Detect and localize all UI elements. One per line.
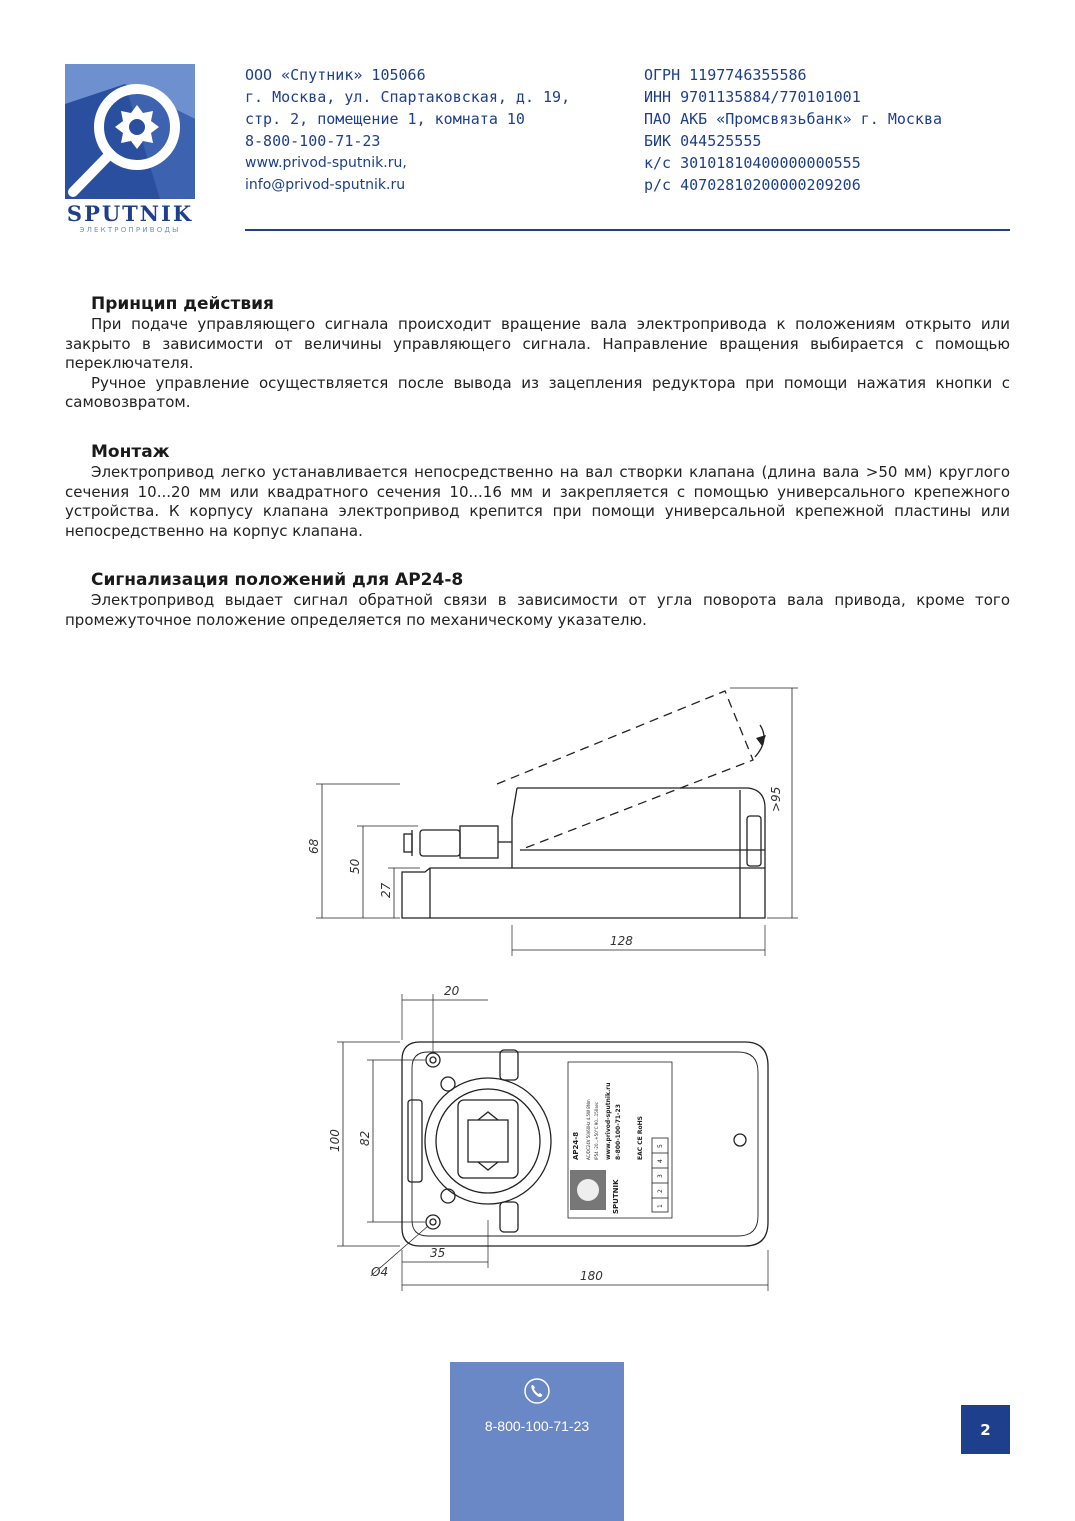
company-logo (65, 64, 195, 234)
sputnik-logo-icon (65, 64, 195, 199)
logo-brand: SPUTNIK (66, 201, 194, 226)
dim-180: 180 (580, 1269, 603, 1283)
label-specs-1: AC/DC24V 50/60Hz 4.5W 8Nm (586, 1099, 591, 1160)
terminal-1: 1 (657, 1204, 664, 1208)
corr-account: к/с 30101810400000000555 (644, 154, 861, 172)
address-line-2: стр. 2, помещение 1, комната 10 (245, 110, 525, 128)
paragraph: Электропривод легко устанавливается непосредственно на вал створки клапана (длина вала >50 мм) круглого сечения 10...20 мм или квадратного сечения 10...16 мм и закрепляется с помощью универсального крепежного устройства. К корпусу клапана электропривод крепится при помощи универсальной крепежной пластины или непосредственно на корпус клапана. (65, 463, 1010, 540)
dim-128: 128 (610, 934, 633, 948)
dim-20: 20 (444, 984, 460, 998)
paragraph: Ручное управление осуществляется после вывода из зацепления редуктора при помощи нажатия кнопки с самовозвратом. (65, 373, 1010, 411)
label-specs-2: IP54 -20...+50°C 90...150sec (594, 1101, 599, 1160)
bik: БИК 044525555 (644, 132, 762, 150)
label-brand: SPUTNIK (612, 1179, 620, 1214)
dimension-drawing (290, 670, 810, 1300)
section-title: Монтаж (91, 442, 170, 462)
dim-68: 68 (307, 838, 321, 854)
top-view (337, 994, 768, 1291)
company-requisites (644, 64, 942, 196)
dim-35: 35 (430, 1246, 446, 1260)
terminal-2: 2 (657, 1189, 664, 1193)
dim-open: >95 (769, 786, 783, 812)
company-address (245, 64, 570, 196)
dim-hole: Ø4 (371, 1265, 389, 1279)
page-number: 2 (961, 1405, 1010, 1454)
side-view (316, 688, 798, 956)
terminal-4: 4 (657, 1159, 664, 1163)
label-marks: EAC CE RoHS (637, 1116, 644, 1160)
section-signaling (65, 570, 1010, 630)
dim-82: 82 (358, 1130, 372, 1146)
label-phone: 8-800-100-71-23 (615, 1104, 622, 1160)
company-phone: 8-800-100-71-23 (245, 132, 381, 150)
terminal-3: 3 (657, 1174, 664, 1178)
section-mounting (65, 442, 1010, 541)
address-line-1: г. Москва, ул. Спартаковская, д. 19, (245, 88, 571, 106)
dim-27: 27 (379, 882, 393, 898)
dim-50: 50 (348, 858, 362, 874)
logo-tagline: ЭЛЕКТРОПРИВОДЫ (79, 226, 181, 234)
footer-phone[interactable]: 8-800-100-71-23 (484, 1418, 590, 1434)
phone-icon (522, 1376, 552, 1406)
section-title: Сигнализация положений для AP24-8 (91, 570, 464, 590)
footer-contact (450, 1362, 624, 1521)
label-model: AP24-8 (572, 1131, 580, 1160)
paragraph: При подаче управляющего сигнала происходит вращение вала электропривода к положениям открыто или закрыто в зависимости от величины управляющего сигнала. Направление вращения выбирается с помощью переключателя. (65, 315, 1010, 372)
section-title: Принцип действия (91, 294, 274, 314)
company-name: ООО «Спутник» 105066 (245, 66, 426, 84)
website-link[interactable]: www.privod-sputnik.ru, (245, 155, 407, 171)
bank-name: ПАО АКБ «Промсвязьбанк» г. Москва (644, 110, 943, 128)
terminal-5: 5 (657, 1144, 664, 1148)
email-link[interactable]: info@privod-sputnik.ru (245, 177, 406, 193)
dim-100: 100 (328, 1129, 342, 1152)
section-operation (65, 294, 1010, 413)
inn: ИНН 9701135884/770101001 (644, 88, 861, 106)
label-site: www.privod-sputnik.ru (605, 1082, 612, 1160)
settlement-account: р/с 40702810200000209206 (644, 176, 861, 194)
header-divider (245, 229, 1010, 231)
paragraph: Электропривод выдает сигнал обратной связи в зависимости от угла поворота вала привода, кроме того промежуточное положение определяется по механическому указателю. (65, 591, 1010, 629)
ogrn: ОГРН 1197746355586 (644, 66, 807, 84)
